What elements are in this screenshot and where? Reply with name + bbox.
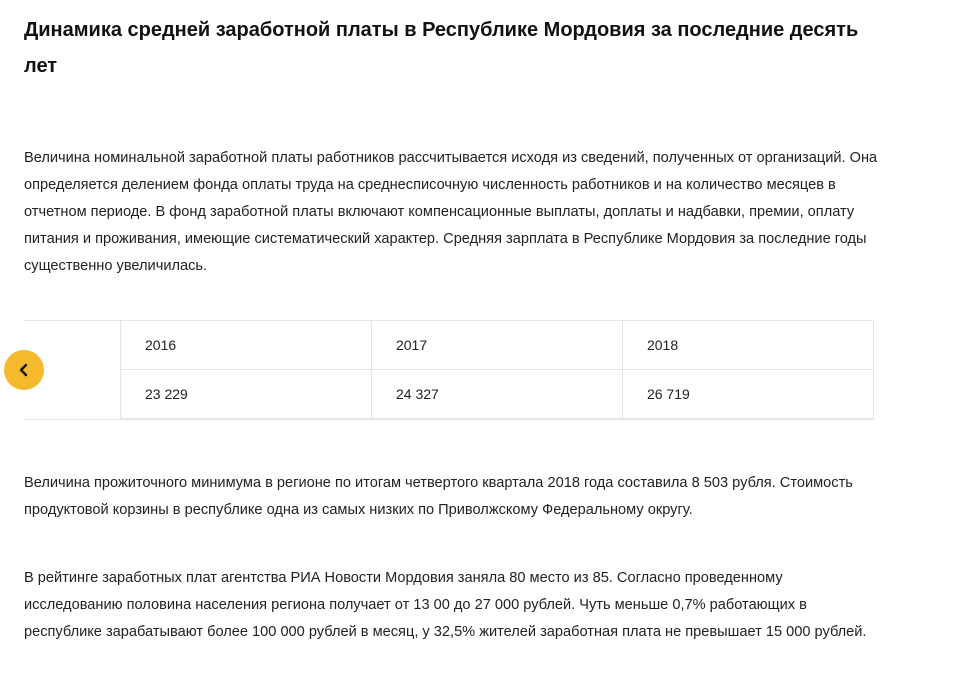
living-wage-paragraph: Величина прожиточного минимума в регионе по итогам четвертого квартала 2018 года составила 8 503 рубля. Стоимость продуктовой корзины в республике одна из самых низких по Приволжскому Федеральному округу. [24,475,853,518]
table-cell-value: 26 719 [622,370,873,419]
chevron-left-icon [17,363,31,377]
rating-paragraph: В рейтинге заработных плат агентства РИА Новости Мордовия заняла 80 место из 85. Согласно проведенному исследованию половина населения региона получает от 13 00 до 27 000 рублей. Чуть меньше 0,7% работающих в республике зарабатывают более 100 000 рублей в месяц, у 32,5% жителей заработная плата не превышает 15 000 рублей. [24,570,867,640]
salary-table [120,320,874,419]
table-cell-year: 2018 [622,321,873,370]
table-cell-year: 2016 [121,321,372,370]
table-cell-year: 2017 [371,321,622,370]
salary-table-container [24,320,874,420]
intro-paragraph: Величина номинальной заработной платы работников рассчитывается исходя из сведений, полученных от организаций. Она определяется делением фонда оплаты труда на среднесписочную численность работников и на количество месяцев в отчетном периоде. В фонд заработной платы включают компенсационные выплаты, доплаты и надбавки, премии, оплату питания и проживания, имеющие систематический характер. Средняя зарплата в Республике Мордовия за последние годы существенно увеличилась. [24,150,878,274]
table-row-years [121,321,874,370]
table-cell-value: 24 327 [371,370,622,419]
carousel-prev-button[interactable] [4,350,44,390]
table-row-values [121,370,874,419]
page-title: Динамика средней заработной платы в Республике Мордовия за последние десять лет [24,19,859,77]
table-cell-value: 23 229 [121,370,372,419]
